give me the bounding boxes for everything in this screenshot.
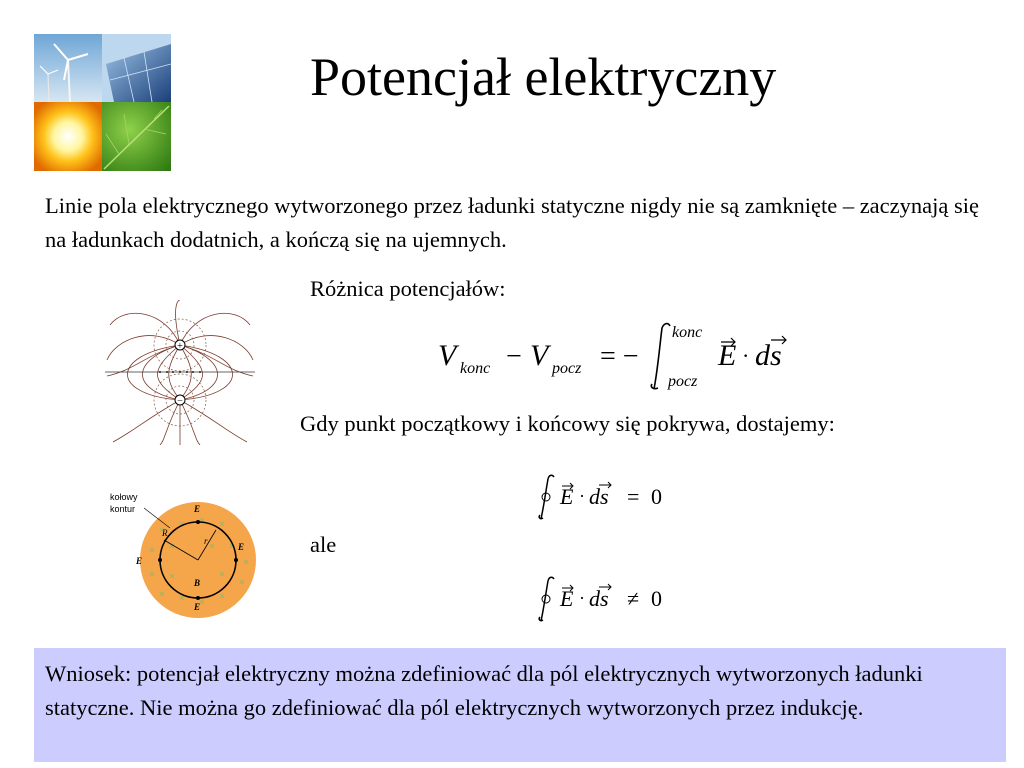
- v-pocz-symbol: V: [530, 339, 549, 372]
- sun-tile: [34, 102, 102, 171]
- dot-product: ·: [742, 343, 750, 368]
- result-value: 0: [651, 484, 662, 509]
- closed-integral-nonzero: [535, 574, 675, 624]
- result-value: 0: [651, 586, 662, 611]
- v-konc-subscript: konc: [460, 360, 491, 377]
- minus-sign: −: [506, 341, 522, 372]
- ds-vector: ds: [589, 586, 609, 611]
- coincide-label: Gdy punkt początkowy i końcowy się pokrywa, dostajemy:: [300, 411, 835, 436]
- negative-charge-sign: −: [177, 396, 183, 407]
- intro-paragraph: Linie pola elektrycznego wytworzonego przez ładunki statyczne nigdy nie są zamknięte – zaczynają się na ładunkach dodatnich, a kończą się na ujemnych.: [45, 193, 979, 252]
- ds-vector: ds: [589, 484, 609, 509]
- e-vector: E: [560, 586, 574, 611]
- closed-integral-zero: [535, 472, 675, 522]
- dot-product: ·: [579, 486, 585, 506]
- e-field-label-right: E: [238, 542, 245, 552]
- e-field-label-left: E: [136, 556, 143, 566]
- induced-field-loop-diagram: [108, 488, 260, 618]
- contour-integral-sign: [539, 577, 554, 621]
- lower-limit: pocz: [668, 373, 698, 390]
- slide-title: Potencjał elektryczny: [310, 47, 777, 107]
- solar-panel-tile: [102, 34, 171, 102]
- e-field-label-bottom: E: [194, 602, 201, 612]
- renewable-energy-logo: [34, 34, 171, 171]
- potential-difference-formula: [420, 318, 800, 396]
- dipole-field-diagram: [105, 300, 255, 445]
- v-konc-symbol: V: [438, 339, 457, 372]
- ds-vector: ds: [755, 339, 782, 372]
- positive-charge-sign: +: [177, 341, 183, 352]
- e-vector: E: [560, 484, 574, 509]
- v-pocz-subscript: pocz: [552, 360, 582, 377]
- upper-limit: konc: [672, 324, 703, 341]
- radius-r-label: r: [204, 536, 208, 546]
- b-field-label: B: [194, 578, 201, 588]
- conclusion-box: Wniosek: potencjał elektryczny można zdefiniować dla pól elektrycznych wytworzonych ładunki statyczne. Nie można go zdefiniować dla pól elektrycznych wytworzonych przez indukcję.: [34, 648, 1006, 762]
- contour-integral-sign: [539, 475, 554, 519]
- dot-product: ·: [579, 588, 585, 608]
- contour-label-line1: kołowy: [110, 492, 138, 502]
- equals-minus: = −: [600, 341, 639, 372]
- leaf-tile: [102, 102, 171, 171]
- e-field-label-top: E: [194, 504, 201, 514]
- relation-sign: ≠: [627, 586, 640, 611]
- relation-sign: =: [627, 484, 640, 509]
- wind-turbine-tile: [34, 34, 102, 102]
- radius-R-label: R: [162, 528, 168, 538]
- potential-difference-label: Różnica potencjałów:: [310, 276, 506, 301]
- but-label: ale: [310, 532, 337, 557]
- contour-label-line2: kontur: [110, 504, 136, 514]
- e-vector: E: [718, 339, 737, 372]
